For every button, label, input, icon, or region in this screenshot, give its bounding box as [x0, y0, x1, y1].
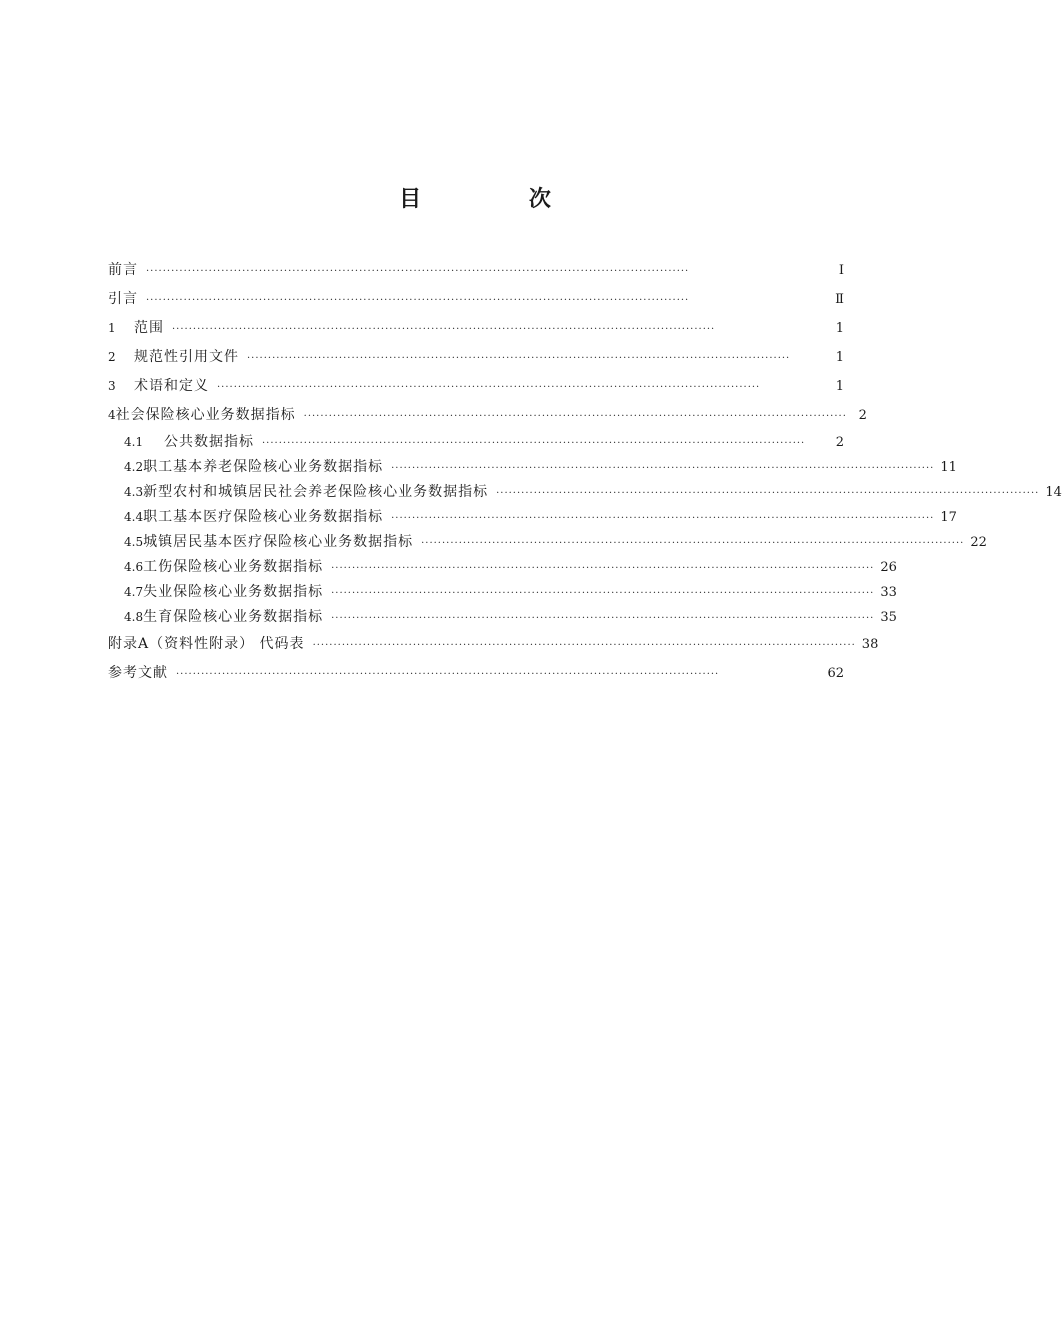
- toc-entry-page: 33: [880, 585, 897, 600]
- toc-leader-dots: ··································································································································: [331, 563, 875, 574]
- toc-leader-dots: ··································································································································: [172, 324, 716, 335]
- toc-entry-number: 2: [108, 350, 116, 364]
- toc-entry[interactable]: [108, 659, 844, 688]
- toc-leader-dots: ··································································································································: [421, 538, 965, 549]
- toc-entry-page: 11: [940, 460, 957, 475]
- toc-entry-page: 2: [858, 408, 867, 423]
- toc-subentry[interactable]: [108, 505, 957, 530]
- toc-leader-dots: ··································································································································: [331, 588, 875, 599]
- toc-entry-label: 生育保险核心业务数据指标: [143, 609, 324, 625]
- toc-leader-dots: ··································································································································: [217, 382, 761, 393]
- toc-leader-dots: ··································································································································: [303, 411, 847, 422]
- toc-entry-page: 22: [970, 535, 987, 550]
- toc-entry-page: Ⅰ: [838, 263, 844, 278]
- toc-entry[interactable]: [108, 343, 844, 372]
- toc-leader-dots: ··································································································································: [146, 266, 690, 277]
- toc-entry-label: 引言: [108, 291, 138, 307]
- toc-entry-number: 4.5: [124, 535, 144, 549]
- toc-leader-dots: ··································································································································: [262, 438, 806, 449]
- page-title: 目 次: [399, 187, 601, 212]
- toc-entry-page: 1: [835, 379, 844, 394]
- toc-entry-number: 4.6: [124, 560, 144, 574]
- toc-leader-dots: ··································································································································: [331, 613, 875, 624]
- toc-entry[interactable]: [108, 401, 867, 430]
- toc-entry-page: 26: [880, 560, 897, 575]
- toc-entry-page: 35: [880, 610, 897, 625]
- toc-leader-dots: ··································································································································: [146, 295, 690, 306]
- toc-leader-dots: ··································································································································: [391, 513, 935, 524]
- toc-subentry[interactable]: [108, 530, 987, 555]
- toc-entry-label: 失业保险核心业务数据指标: [143, 584, 324, 600]
- toc-entry-page: 1: [835, 350, 844, 365]
- toc-entry-number: 3: [108, 379, 116, 393]
- toc-entry[interactable]: [108, 372, 844, 401]
- toc-leader-dots: ··································································································································: [312, 640, 856, 651]
- toc-entry-label: 附录A（资料性附录） 代码表: [108, 636, 305, 652]
- toc-entry-page: 17: [940, 510, 957, 525]
- toc-entry-number: 4.1: [124, 435, 144, 449]
- toc-entry-label: 社会保险核心业务数据指标: [115, 407, 296, 423]
- toc-entry-page: 38: [861, 637, 879, 652]
- toc-entry[interactable]: [108, 285, 844, 314]
- toc-entry-label: 公共数据指标: [164, 434, 254, 450]
- toc-entry-page: 2: [835, 435, 844, 450]
- toc-subentry[interactable]: [108, 555, 897, 580]
- toc-subentry[interactable]: [108, 455, 957, 480]
- toc-entry-number: 1: [108, 321, 116, 335]
- toc-entry-label: 职工基本养老保险核心业务数据指标: [143, 459, 384, 475]
- toc-entry-number: 4.7: [124, 585, 144, 599]
- toc-subentry[interactable]: [108, 480, 1062, 505]
- toc-entry-label: 前言: [108, 262, 138, 278]
- toc-entry-number: 4.2: [124, 460, 144, 474]
- toc-entry[interactable]: [108, 314, 844, 343]
- toc-leader-dots: ··································································································································: [496, 488, 1040, 499]
- toc-subentry[interactable]: [108, 605, 897, 630]
- toc-entry-label: 术语和定义: [134, 378, 209, 394]
- toc-entry[interactable]: [108, 630, 879, 659]
- toc-entry-page: 1: [835, 321, 844, 336]
- toc-entry-label: 工伤保险核心业务数据指标: [143, 559, 324, 575]
- toc-entry-number: 4: [108, 408, 116, 422]
- toc-leader-dots: ··································································································································: [247, 353, 791, 364]
- toc-entry-page: Ⅱ: [835, 292, 844, 307]
- toc-entry-label: 规范性引用文件: [134, 349, 239, 365]
- toc-entry-label: 城镇居民基本医疗保险核心业务数据指标: [143, 534, 414, 550]
- toc-entry-number: 4.4: [124, 510, 144, 524]
- toc-entry-label: 新型农村和城镇居民社会养老保险核心业务数据指标: [143, 484, 489, 500]
- toc-subentry[interactable]: [108, 580, 897, 605]
- toc-entry-label: 职工基本医疗保险核心业务数据指标: [143, 509, 384, 525]
- toc-entry-label: 参考文献: [108, 665, 168, 681]
- toc-subentry[interactable]: [108, 430, 844, 455]
- toc-leader-dots: ··································································································································: [176, 669, 720, 680]
- toc-entry-number: 4.8: [124, 610, 144, 624]
- toc-entry-page: 62: [827, 666, 844, 681]
- toc-entry-page: 14: [1045, 485, 1062, 500]
- toc-leader-dots: ··································································································································: [391, 463, 935, 474]
- toc-entry[interactable]: [108, 256, 844, 285]
- toc-entry-label: 范围: [134, 320, 164, 336]
- table-of-contents: [108, 256, 1062, 688]
- toc-entry-number: 4.3: [124, 485, 144, 499]
